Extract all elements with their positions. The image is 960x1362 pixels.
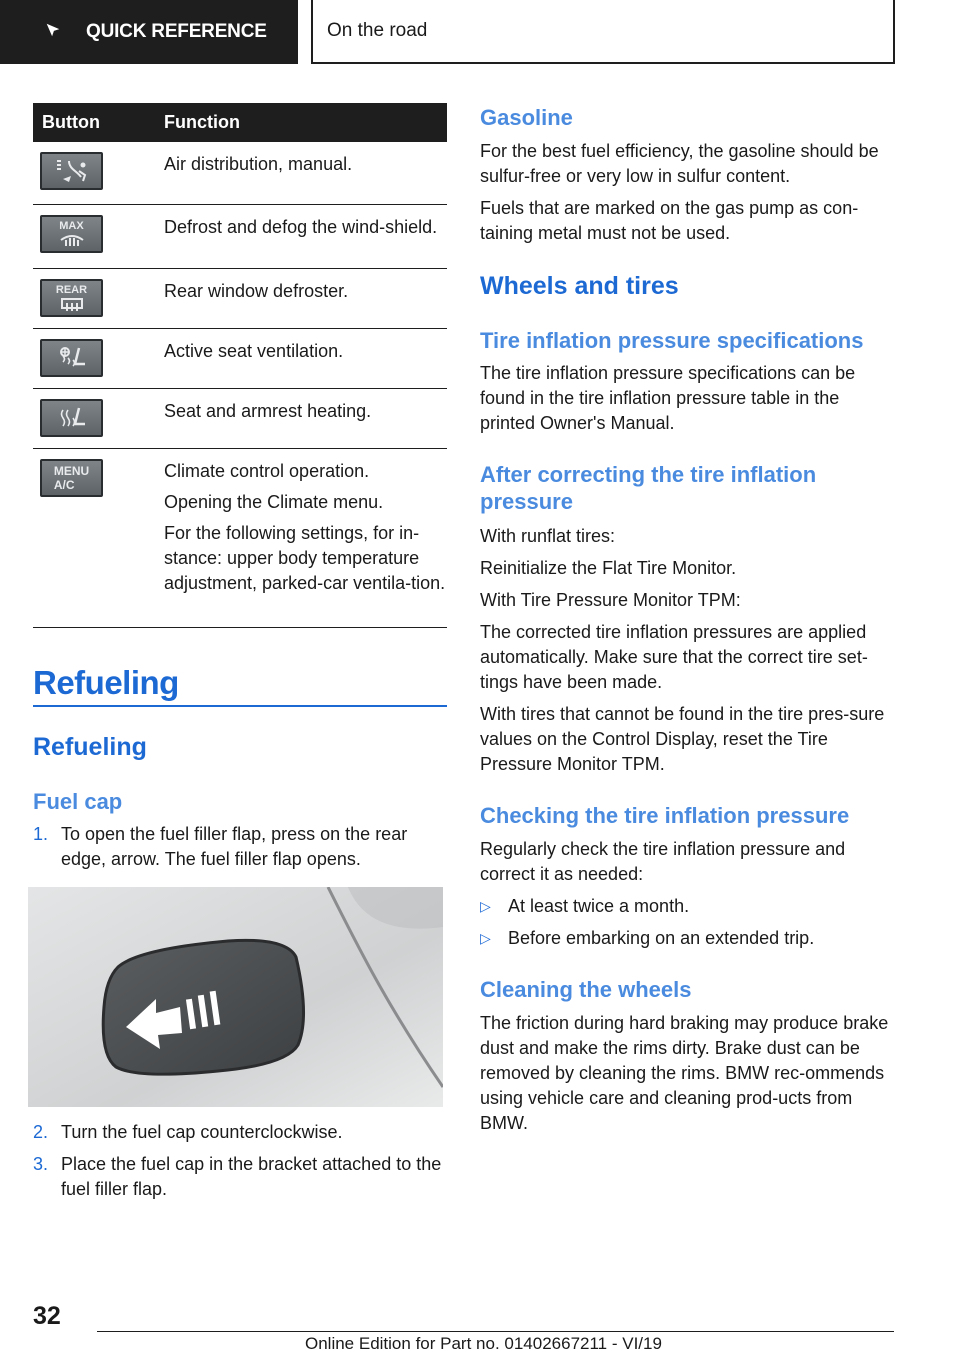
function-text: Active seat ventilation. — [164, 341, 344, 361]
function-text: Rear window defroster. — [164, 281, 349, 301]
quick-reference-tab[interactable] — [0, 0, 298, 64]
edition-text: Online Edition for Part no. 01402667211 - VI/19 — [305, 1334, 662, 1353]
triangle-bullet-icon: ▷ — [480, 930, 491, 946]
subheading-cleaning: Cleaning the wheels — [480, 977, 692, 1002]
tab-label: QUICK REFERENCE — [86, 21, 267, 42]
col-header-button: Button — [42, 112, 100, 132]
table-row — [33, 389, 447, 449]
section-title: On the road — [311, 0, 895, 64]
rear-defroster-button-icon — [40, 279, 103, 317]
menu-ac-button-icon — [40, 459, 103, 497]
table-row — [33, 142, 447, 205]
function-text: For the following settings, for in-stance: upper body temperature adjustment, parked-car ventila-tion. — [164, 523, 446, 593]
air-distribution-button-icon — [40, 152, 103, 190]
subheading-checking: Checking the tire inflation pressure — [480, 803, 850, 828]
fuel-filler-flap-photo — [28, 887, 443, 1107]
paragraph: With tires that cannot be found in the tire pres-sure values on the Control Display, reset the Tire Pressure Monitor TPM. — [480, 704, 885, 774]
cleaning-text: The friction during hard braking may produce brake dust and make the rims dirty. Brake dust can be removed by cleaning the rims. BMW rec-ommends using vehicle care and cleaning prod-ucts from BMW. — [480, 1013, 889, 1133]
pointer-arrow-icon — [44, 21, 62, 39]
subheading-fuel-cap: Fuel cap — [33, 789, 123, 814]
step-2 — [33, 1120, 443, 1145]
step-number: 2. — [33, 1122, 49, 1142]
after-correcting-text — [480, 524, 892, 784]
col-header-function: Function — [164, 112, 240, 132]
function-text: Air distribution, manual. — [164, 154, 353, 174]
button-text: MAX — [59, 220, 84, 232]
paragraph: With runflat tires: — [480, 526, 616, 546]
footer-rule — [97, 1331, 894, 1332]
chapter-title: Refueling — [33, 664, 179, 701]
list-item — [480, 894, 892, 919]
subheading-after-correcting: After correcting the tire inflation pressure — [480, 462, 817, 514]
paragraph: For the best fuel efficiency, the gasoline should be sulfur-free or very low in sulfur content. — [480, 141, 879, 186]
button-function-table — [33, 103, 447, 628]
seat-ventilation-button-icon — [40, 339, 103, 377]
table-header — [33, 103, 447, 142]
step-number: 1. — [33, 824, 49, 844]
section-heading-wheels: Wheels and tires — [480, 272, 679, 300]
paragraph: The corrected tire inflation pressures are applied automatically. Make sure that the correct tire set-tings have been made. — [480, 622, 868, 692]
function-text: Defrost and defog the wind-shield. — [164, 217, 438, 237]
table-row — [33, 205, 447, 269]
bullet-text: At least twice a month. — [508, 896, 690, 916]
button-text: REAR — [55, 284, 88, 296]
defrost-max-button-icon — [40, 215, 103, 253]
table-row — [33, 269, 447, 329]
bullet-text: Before embarking on an extended trip. — [508, 928, 815, 948]
step-number: 3. — [33, 1154, 49, 1174]
chapter-rule — [33, 705, 447, 707]
table-row — [33, 329, 447, 389]
table-row — [33, 449, 447, 628]
function-text: Seat and armrest heating. — [164, 401, 372, 421]
step-text: To open the fuel filler flap, press on the rear edge, arrow. The fuel filler flap opens. — [61, 824, 408, 869]
step-text: Place the fuel cap in the bracket attached to the fuel filler flap. — [61, 1154, 442, 1199]
seat-heating-button-icon — [40, 399, 103, 437]
function-text: Opening the Climate menu. — [164, 492, 384, 512]
section-heading-refueling: Refueling — [33, 733, 147, 761]
subheading-gasoline: Gasoline — [480, 105, 573, 130]
paragraph: Reinitialize the Flat Tire Monitor. — [480, 558, 737, 578]
tire-spec-text: The tire inflation pressure specifications can be found in the tire inflation pressure table in the printed Owner's Manual. — [480, 363, 856, 433]
function-text: Climate control operation. — [164, 461, 370, 481]
step-text: Turn the fuel cap counterclockwise. — [61, 1122, 343, 1142]
page-number: 32 — [33, 1302, 61, 1330]
triangle-bullet-icon: ▷ — [480, 898, 491, 914]
paragraph: Fuels that are marked on the gas pump as con-taining metal must not be used. — [480, 198, 859, 243]
step-3 — [33, 1152, 443, 1202]
step-1 — [33, 822, 443, 872]
subheading-tire-spec: Tire inflation pressure specifications — [480, 328, 864, 353]
paragraph: With Tire Pressure Monitor TPM: — [480, 590, 741, 610]
checking-text: Regularly check the tire inflation pressure and correct it as needed: — [480, 839, 846, 884]
list-item — [480, 926, 892, 951]
gasoline-text — [480, 139, 892, 253]
button-text: MENU A/C — [53, 464, 90, 492]
